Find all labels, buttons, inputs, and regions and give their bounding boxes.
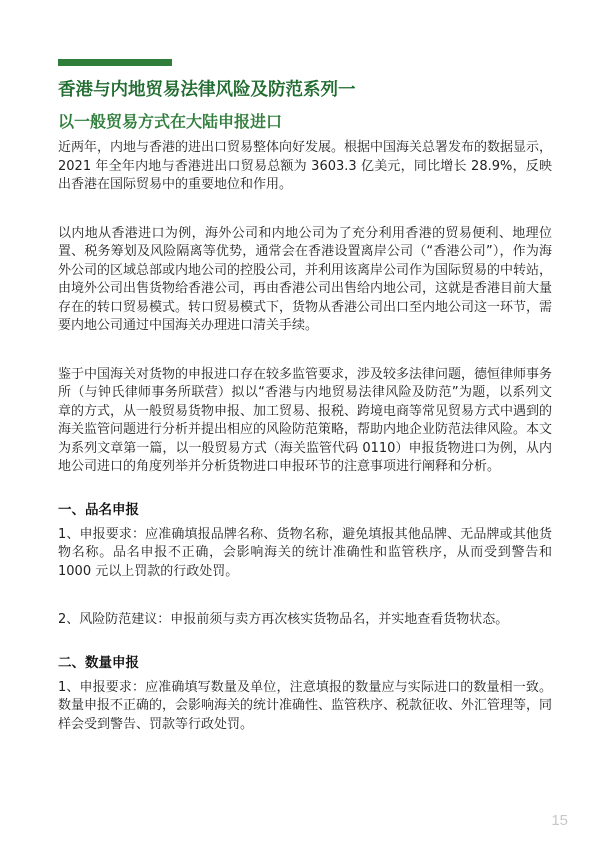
- section-heading-product-name: 一、品名申报: [58, 501, 139, 518]
- quantity-requirement: 1、申报要求：应准确填写数量及单位，注意填报的数量应与实际进口的数量相一致。数量申报不正确的，会影响海关的统计准确性、监管秩序、税款征收、外汇管理等，同样会受到警告、罚款等行政处罚。: [58, 679, 553, 732]
- series-intro-paragraph: 鉴于中国海关对货物的申报进口存在较多监管要求，涉及较多法律问题，德恒律师事务所（与钟氏律师事务所联营）拟以“香港与内地贸易法律风险及防范”为题，以系列文章的方式，从一般贸易货物申报、加工贸易、报税、跨境电商等常见贸易方式中遇到的海关监管问题进行分析并提出相应的风险防范策略，帮助内地企业防范法律风险。本文为系列文章第一篇，以一般贸易方式（海关监管代码 0110）申报货物进口为例，从内地公司进口的角度列举并分析货物进口申报环节的注意事项进行阐释和分析。: [58, 366, 553, 474]
- section-heading-quantity: 二、数量申报: [58, 654, 139, 671]
- page-title: 香港与内地贸易法律风险及防范系列一: [58, 80, 356, 100]
- article-body: [58, 139, 552, 734]
- accent-bar: [58, 59, 172, 66]
- page-subtitle: 以一般贸易方式在大陆申报进口: [58, 112, 283, 131]
- transit-trade-paragraph: 以内地从香港进口为例，海外公司和内地公司为了充分利用香港的贸易便利、地理位置、税务筹划及风险隔离等优势，通常会在香港设置离岸公司（“香港公司”），作为海外公司的区域总部或内地公司的控股公司，并利用该离岸公司作为国际贸易的中转站，由境外公司出售货物给香港公司，再由香港公司出售给内地公司，这就是香港目前大量存在的转口贸易模式。转口贸易模式下，货物从香港公司出口至内地公司这一环节，需要内地公司通过中国海关办理进口清关手续。: [58, 225, 553, 333]
- page-number: 15: [551, 812, 568, 829]
- product-name-requirement: 1、申报要求：应准确填报品牌名称、货物名称，避免填报其他品牌、无品牌或其他货物名称。品名申报不正确，会影响海关的统计准确性和监管秩序，从而受到警告和 1000 元以上罚款的行政处罚。: [58, 526, 552, 579]
- intro-paragraph: 近两年，内地与香港的进出口贸易整体向好发展。根据中国海关总署发布的数据显示，2021 年全年内地与香港进出口贸易总额为 3603.3 亿美元，同比增长 28.9%，反映出香港在国际贸易中的重要地位和作用。: [58, 140, 553, 192]
- product-name-advice: 2、风险防范建议：申报前须与卖方再次核实货物品名，并实地查看货物状态。: [58, 612, 509, 627]
